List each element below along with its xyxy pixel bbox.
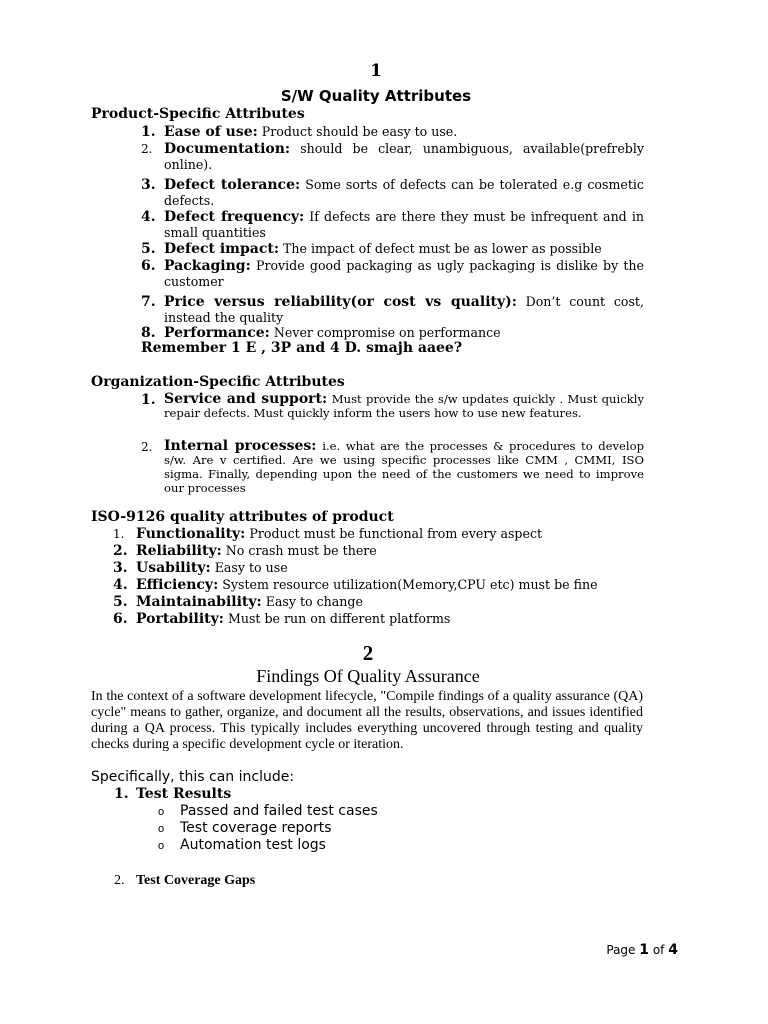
list-item: 1. Service and support: Must provide the s/w updates quickly . Must quickly repair defects. Must quickly inform the users how to use new features. [141,391,645,420]
list-item: 4. Efficiency: System resource utilization(Memory,CPU etc) must be fine [113,577,598,593]
list-item: 3. Defect tolerance: Some sorts of defects can be tolerated e.g cosmetic defects. [141,177,644,208]
product-specific-heading: Product-Specific Attributes [91,106,305,122]
specifically-intro: Specifically, this can include: [91,769,295,785]
section-number-1: 1 [370,61,382,81]
section-number-2: 2 [362,641,374,665]
list-item-test-results: 1. Test Results [114,786,232,802]
list-item: 2. Internal processes: i.e. what are the processes & procedures to develop s/w. Are v certified. Are we using specific processes like CMM , CMMI, ISO sigma. Finally, depending upon the need of the customers we need to improve our processes [141,438,645,495]
iso-9126-heading: ISO-9126 quality attributes of product [91,509,394,525]
list-item: 7. Price versus reliability(or cost vs quality): Don’t count cost, instead the quality [141,294,644,325]
list-item: 6. Portability: Must be run on different platforms [113,611,451,627]
list-item: 5. Maintainability: Easy to change [113,594,363,610]
list-item: 5. Defect impact: The impact of defect must be as lower as possible [141,241,602,257]
bullet-item: o Test coverage reports [158,820,332,836]
remember-note: Remember 1 E , 3P and 4 D. smajh aaee? [141,340,463,356]
bullet-item: o Passed and failed test cases [158,803,378,819]
list-item: 2. Documentation: should be clear, unambiguous, available(prefrebly online). [141,141,644,172]
circle-bullet-icon: o [158,823,165,835]
organization-specific-heading: Organization-Specific Attributes [91,374,345,390]
list-item: 6. Packaging: Provide good packaging as ugly packaging is dislike by the customer [141,258,644,289]
page-number-footer: Page 1 of 4 [606,942,678,958]
list-item: 4. Defect frequency: If defects are there they must be infrequent and in small quantities [141,209,644,240]
section-title-findings-of-qa: Findings Of Quality Assurance [256,666,480,686]
list-item: 8. Performance: Never compromise on performance [141,325,501,341]
list-item: 2. Reliability: No crash must be there [113,543,377,559]
circle-bullet-icon: o [158,806,165,818]
circle-bullet-icon: o [158,840,165,852]
list-item: 1. Functionality: Product must be functional from every aspect [113,526,543,542]
list-item-test-coverage-gaps: 2. Test Coverage Gaps [114,873,256,888]
bullet-item: o Automation test logs [158,837,326,853]
list-item: 1. Ease of use: Product should be easy to use. [141,124,458,140]
section-title-sw-quality-attributes: S/W Quality Attributes [280,87,472,105]
list-item: 3. Usability: Easy to use [113,560,288,576]
qa-findings-paragraph: In the context of a software development lifecycle, "Compile findings of a quality assurance (QA) cycle" means to gather, organize, and document all the results, observations, and issues identified during a QA process. This typically includes everything uncovered through testing and quality checks during a specific development cycle or iteration. [91,689,643,752]
